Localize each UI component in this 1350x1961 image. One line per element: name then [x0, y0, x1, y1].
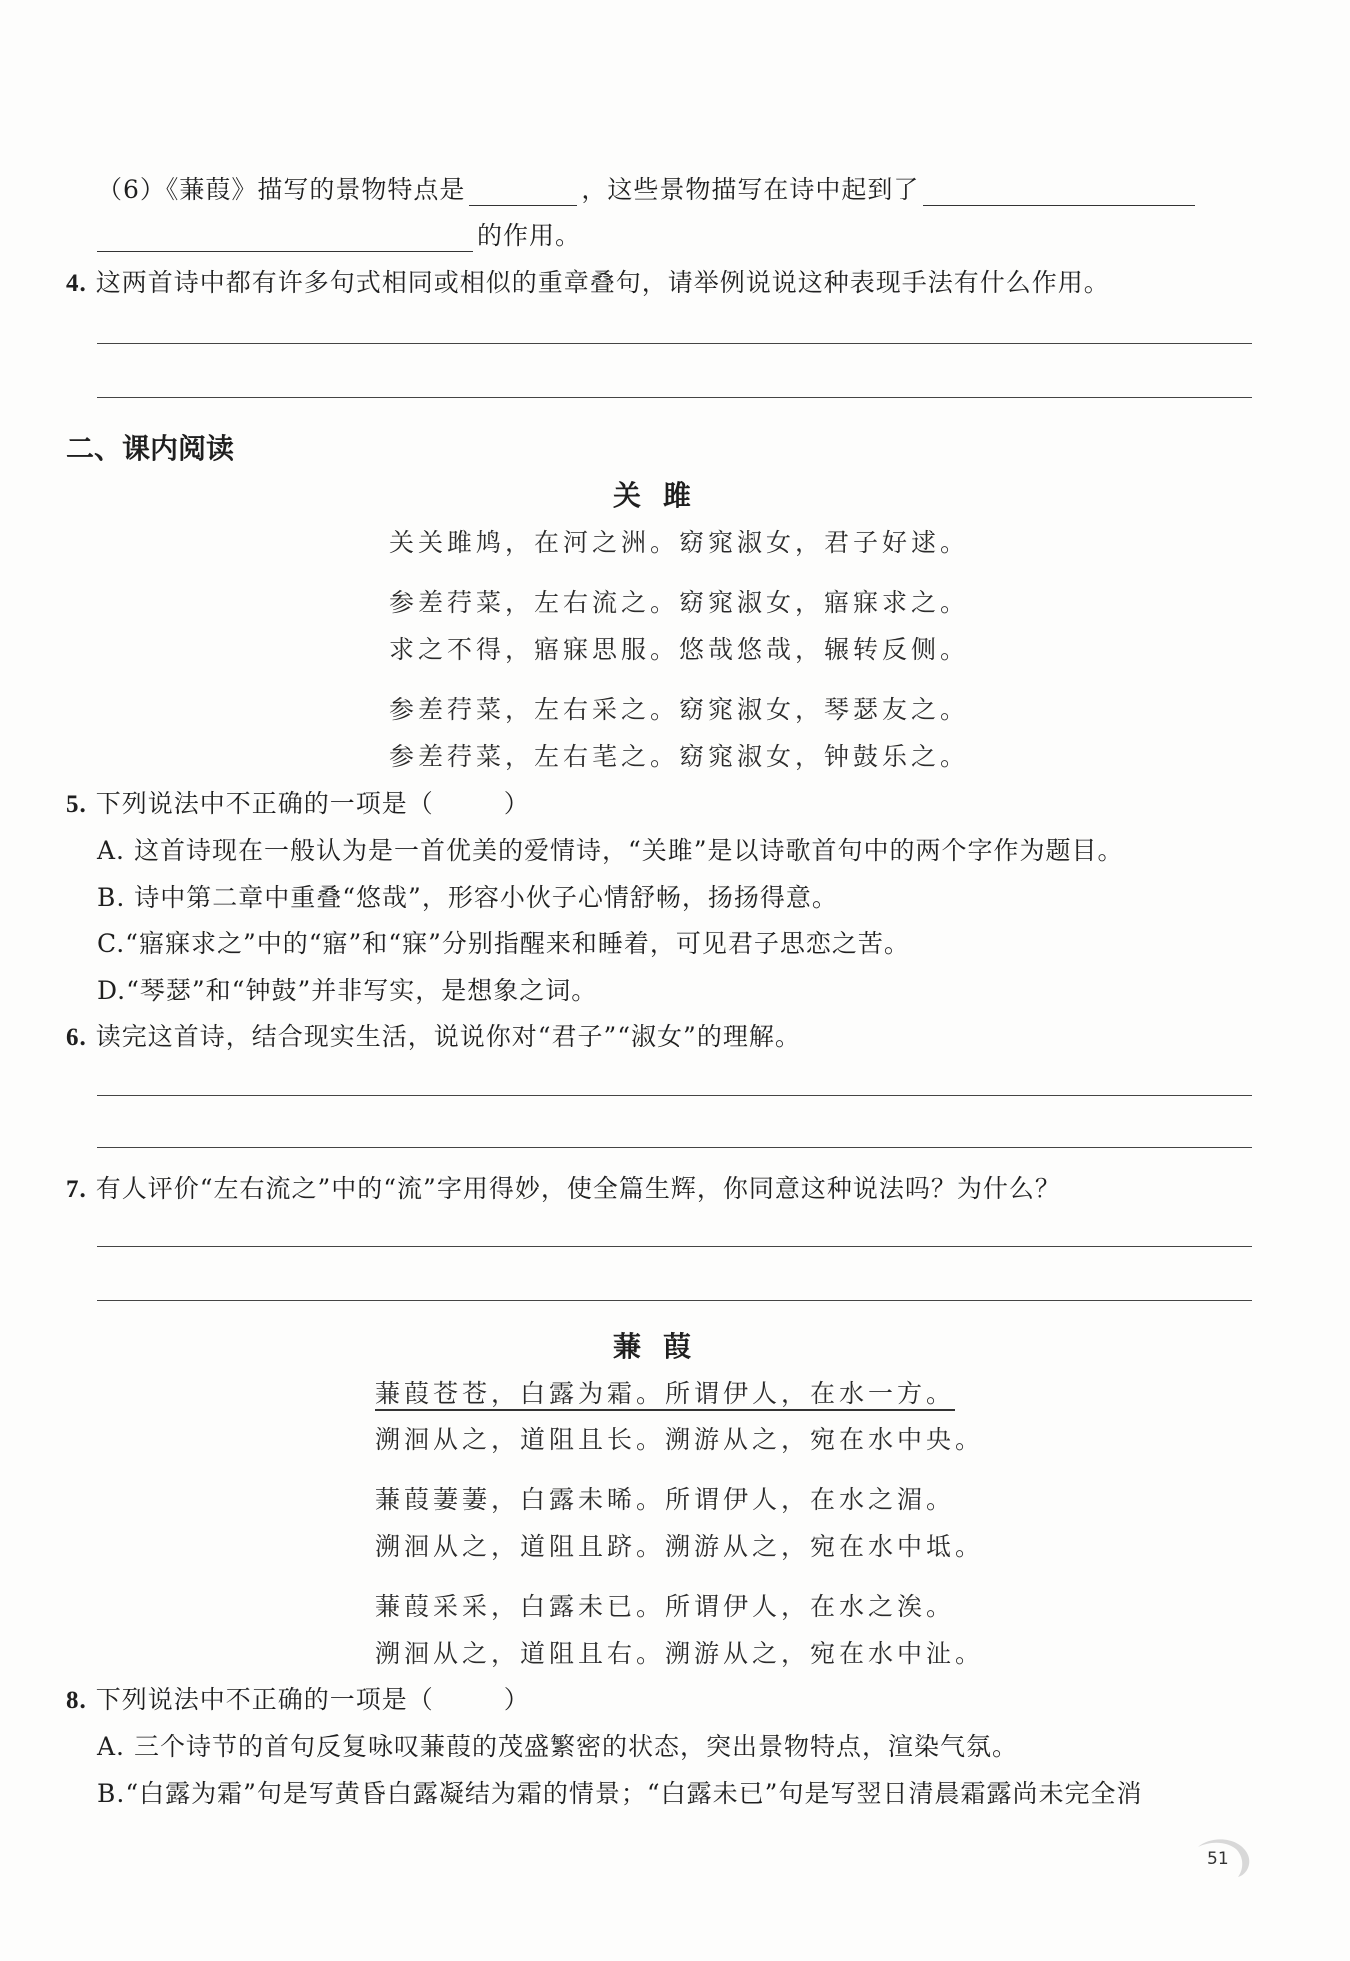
- q3-6-part1: （6）《蒹葭》描写的景物特点是: [97, 175, 466, 204]
- answer-line[interactable]: [97, 397, 1252, 398]
- question-number: 6.: [66, 1024, 87, 1051]
- question-number: 5.: [66, 791, 87, 818]
- option-b[interactable]: B. 诗中第二章中重叠“悠哉”，形容小伙子心情舒畅，扬扬得意。: [97, 883, 838, 912]
- question-text: 这两首诗中都有许多句式相同或相似的重章叠句，请举例说说这种表现手法有什么作用。: [95, 268, 1110, 297]
- q3-6-part3: 的作用。: [477, 221, 582, 250]
- answer-line[interactable]: [97, 1246, 1252, 1247]
- page-number: 51: [1207, 1849, 1229, 1869]
- section-heading: 二、课内阅读: [66, 432, 235, 465]
- answer-line[interactable]: [97, 343, 1252, 344]
- answer-blank[interactable]: [923, 179, 1195, 206]
- poem-title: 蒹葭: [613, 1330, 714, 1363]
- q3-6-part2: ，这些景物描写在诗中起到了: [581, 175, 920, 204]
- poem-line: 溯洄从之，道阻且跻。溯游从之，宛在水中坻。: [375, 1532, 985, 1561]
- answer-line[interactable]: [97, 1095, 1252, 1096]
- option-a[interactable]: A. 这首诗现在一般认为是一首优美的爱情诗，“关雎”是以诗歌首句中的两个字作为题目。: [97, 836, 1124, 865]
- poem-title: 关雎: [613, 479, 714, 512]
- question-5: [66, 788, 530, 821]
- poem-line: 蒹葭采采，白露未已。所谓伊人，在水之涘。: [375, 1592, 956, 1621]
- question-number: 7.: [66, 1176, 87, 1203]
- poem-line: 蒹葭萋萋，白露未晞。所谓伊人，在水之湄。: [375, 1485, 956, 1514]
- paren-close: ）: [503, 789, 530, 818]
- question-number: 4.: [66, 270, 87, 297]
- question-text: 有人评价“左右流之”中的“流”字用得妙，使全篇生辉，你同意这种说法吗？为什么？: [95, 1174, 1061, 1203]
- poem-line: 参差荇菜，左右芼之。窈窕淑女，钟鼓乐之。: [389, 742, 970, 771]
- question-text: 读完这首诗，结合现实生活，说说你对“君子”“淑女”的理解。: [95, 1022, 801, 1051]
- question-text: 下列说法中不正确的一项是（: [95, 789, 434, 818]
- answer-blank[interactable]: [469, 179, 577, 206]
- question-3-6-line2: [97, 220, 581, 252]
- question-7: [66, 1173, 1061, 1206]
- answer-line[interactable]: [97, 1147, 1252, 1148]
- question-8: [66, 1684, 530, 1717]
- poem-line: 参差荇菜，左右采之。窈窕淑女，琴瑟友之。: [389, 695, 970, 724]
- option-d[interactable]: D.“琴瑟”和“钟鼓”并非写实，是想象之词。: [97, 976, 598, 1005]
- question-4: [66, 267, 1110, 300]
- option-c[interactable]: C.“寤寐求之”中的“寤”和“寐”分别指醒来和睡着，可见君子思恋之苦。: [97, 929, 910, 958]
- question-text: 下列说法中不正确的一项是（: [95, 1685, 434, 1714]
- poem-line: 参差荇菜，左右流之。窈窕淑女，寤寐求之。: [389, 588, 970, 617]
- paren-close: ）: [503, 1685, 530, 1714]
- option-b[interactable]: B.“白露为霜”句是写黄昏白露凝结为霜的情景；“白露未已”句是写翌日清晨霜露尚未完全消: [97, 1779, 1143, 1808]
- poem-line: 求之不得，寤寐思服。悠哉悠哉，辗转反侧。: [389, 635, 970, 664]
- option-a[interactable]: A. 三个诗节的首句反复咏叹蒹葭的茂盛繁密的状态，突出景物特点，渲染气氛。: [97, 1732, 1018, 1761]
- poem-line-underlined: [375, 1378, 955, 1410]
- poem-line: 溯洄从之，道阻且右。溯游从之，宛在水中沚。: [375, 1639, 985, 1668]
- answer-line[interactable]: [97, 1300, 1252, 1301]
- page-number-badge: [1192, 1833, 1254, 1879]
- poem-line: 关关雎鸠，在河之洲。窈窕淑女，君子好逑。: [389, 528, 970, 557]
- poem-line: 溯洄从之，道阻且长。溯游从之，宛在水中央。: [375, 1425, 985, 1454]
- question-3-6: [97, 174, 1199, 206]
- answer-blank[interactable]: [97, 225, 473, 252]
- underlined-text: 蒹葭苍苍，白露为霜。所谓伊人，在水一方。: [375, 1379, 955, 1411]
- question-number: 8.: [66, 1687, 87, 1714]
- question-6: [66, 1021, 801, 1054]
